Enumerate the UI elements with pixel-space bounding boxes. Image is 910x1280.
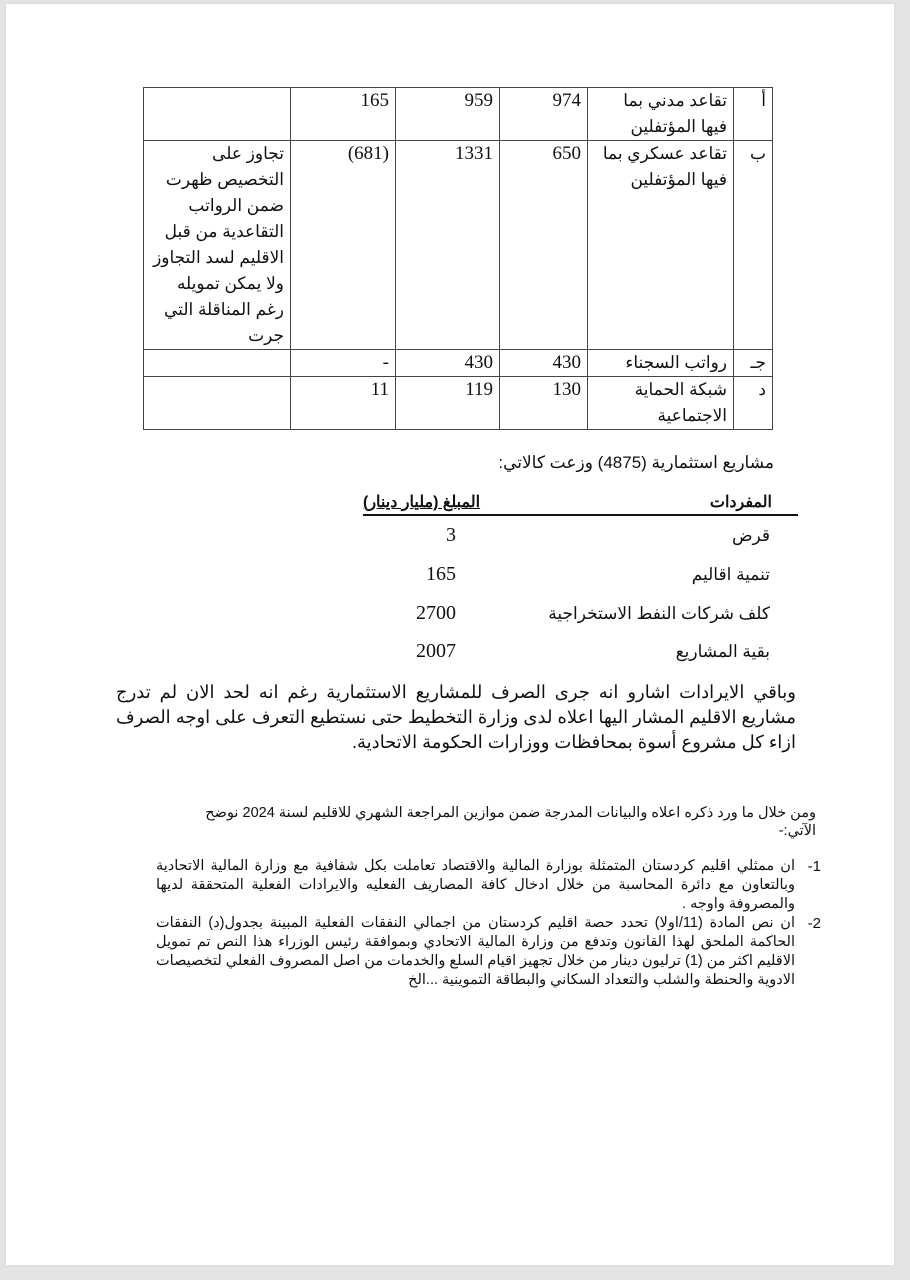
allocation-cell: 430 [500,350,588,377]
investment-row [386,565,796,593]
investment-item-name: تنمية اقاليم [691,565,770,584]
document-page [6,4,894,1265]
list-item [156,914,821,990]
item-cell: تقاعد مدني بما فيها المؤتفلين [588,88,734,141]
actual-cell: 959 [396,88,500,141]
table-row [144,88,773,141]
list-item-text: ان ممثلي اقليم كردستان المتمثلة بوزارة المالية والاقتصاد تعاملت بكل شفافية مع وزارة المالية الاتحادية وبالتعاون مع دائرة المحاسبة من خلال ادخال كافة المصاريف الفعليه والايرادات الفعلية المتحققة لديها والمصروفة واوجه . [156,858,795,912]
difference-cell: 11 [291,377,396,430]
note-cell [144,350,291,377]
investment-item-name: قرض [731,526,770,545]
investment-item-amount: 165 [426,563,456,585]
investment-title: مشاريع استثمارية (4875) وزعت كالاتي: [498,453,774,472]
expenditure-table [143,87,773,430]
list-item-text: ان نص المادة (11/اولا) تحدد حصة اقليم كردستان من اجمالي النفقات الفعلية المبينة بجدول(د) النفقات الحاكمة الملحق لهذا القانون وتدفع من وزارة المالية الاتحادي وبموافقة رئيس الوزراء هذا النص تم تمويل الاقليم اكثر من (1) ترليون دينار من خلال تجهيز اقيام السلع والخدمات من اصل المصروف الفعلي لتخصيصات الادوية والحنطة والشلب والتعداد السكاني والبطاقة التموينية ...الخ [156,915,795,988]
list-item-number: 1- [807,858,821,875]
list-item-number: 2- [807,915,821,932]
letter-cell: د [734,377,773,430]
points-list [156,857,821,990]
note-cell [144,377,291,430]
note-cell [144,88,291,141]
actual-cell: 1331 [396,141,500,350]
actual-cell: 430 [396,350,500,377]
investment-row [386,642,796,670]
allocation-cell: 130 [500,377,588,430]
investment-item-amount: 2007 [416,640,456,662]
investment-item-name: بقية المشاريع [675,642,770,661]
investment-item-name: كلف شركات النفط الاستخراجية [548,604,770,623]
allocation-cell: 650 [500,141,588,350]
letter-cell: ب [734,141,773,350]
item-cell: تقاعد عسكري بما فيها المؤتفلين [588,141,734,350]
intro-paragraph: ومن خلال ما ورد ذكره اعلاه والبيانات المدرجة ضمن موازين المراجعة الشهري للاقليم لسنة 2024 نوضح الآتي:- [205,805,816,839]
header-items-label: المفردات [709,494,772,511]
list-item [156,857,821,914]
actual-cell: 119 [396,377,500,430]
letter-cell: جـ [734,350,773,377]
allocation-cell: 974 [500,88,588,141]
item-cell: شبكة الحماية الاجتماعية [588,377,734,430]
letter-cell: أ [734,88,773,141]
note-cell: تجاوز على التخصيص ظهرت ضمن الرواتب التقاعدية من قبل الاقليم لسد التجاوز ولا يمكن تمويله رغم المناقلة التي جرت [144,141,291,350]
investment-item-amount: 2700 [416,602,456,624]
header-amount-label: المبلغ (مليار دينار) [363,494,481,511]
investment-row [386,604,796,632]
difference-cell: (681) [291,141,396,350]
remaining-revenues-paragraph: وباقي الايرادات اشارو انه جرى الصرف للمشاريع الاستثمارية رغم انه لحد الان لم تدرج مشاريع الاقليم المشار اليها اعلاه لدى وزارة التخطيط حتى نستطيع التعرف على اوجه الصرف ازاء كل مشروع أسوة بمحافظات ووزارات الحكومة الاتحادية. [116,682,796,752]
investment-item-amount: 3 [446,524,456,546]
difference-cell: - [291,350,396,377]
investment-header [363,490,798,516]
investment-row [386,526,796,554]
table-row [144,350,773,377]
table-row [144,141,773,350]
table-row [144,377,773,430]
item-cell: رواتب السجناء [588,350,734,377]
difference-cell: 165 [291,88,396,141]
